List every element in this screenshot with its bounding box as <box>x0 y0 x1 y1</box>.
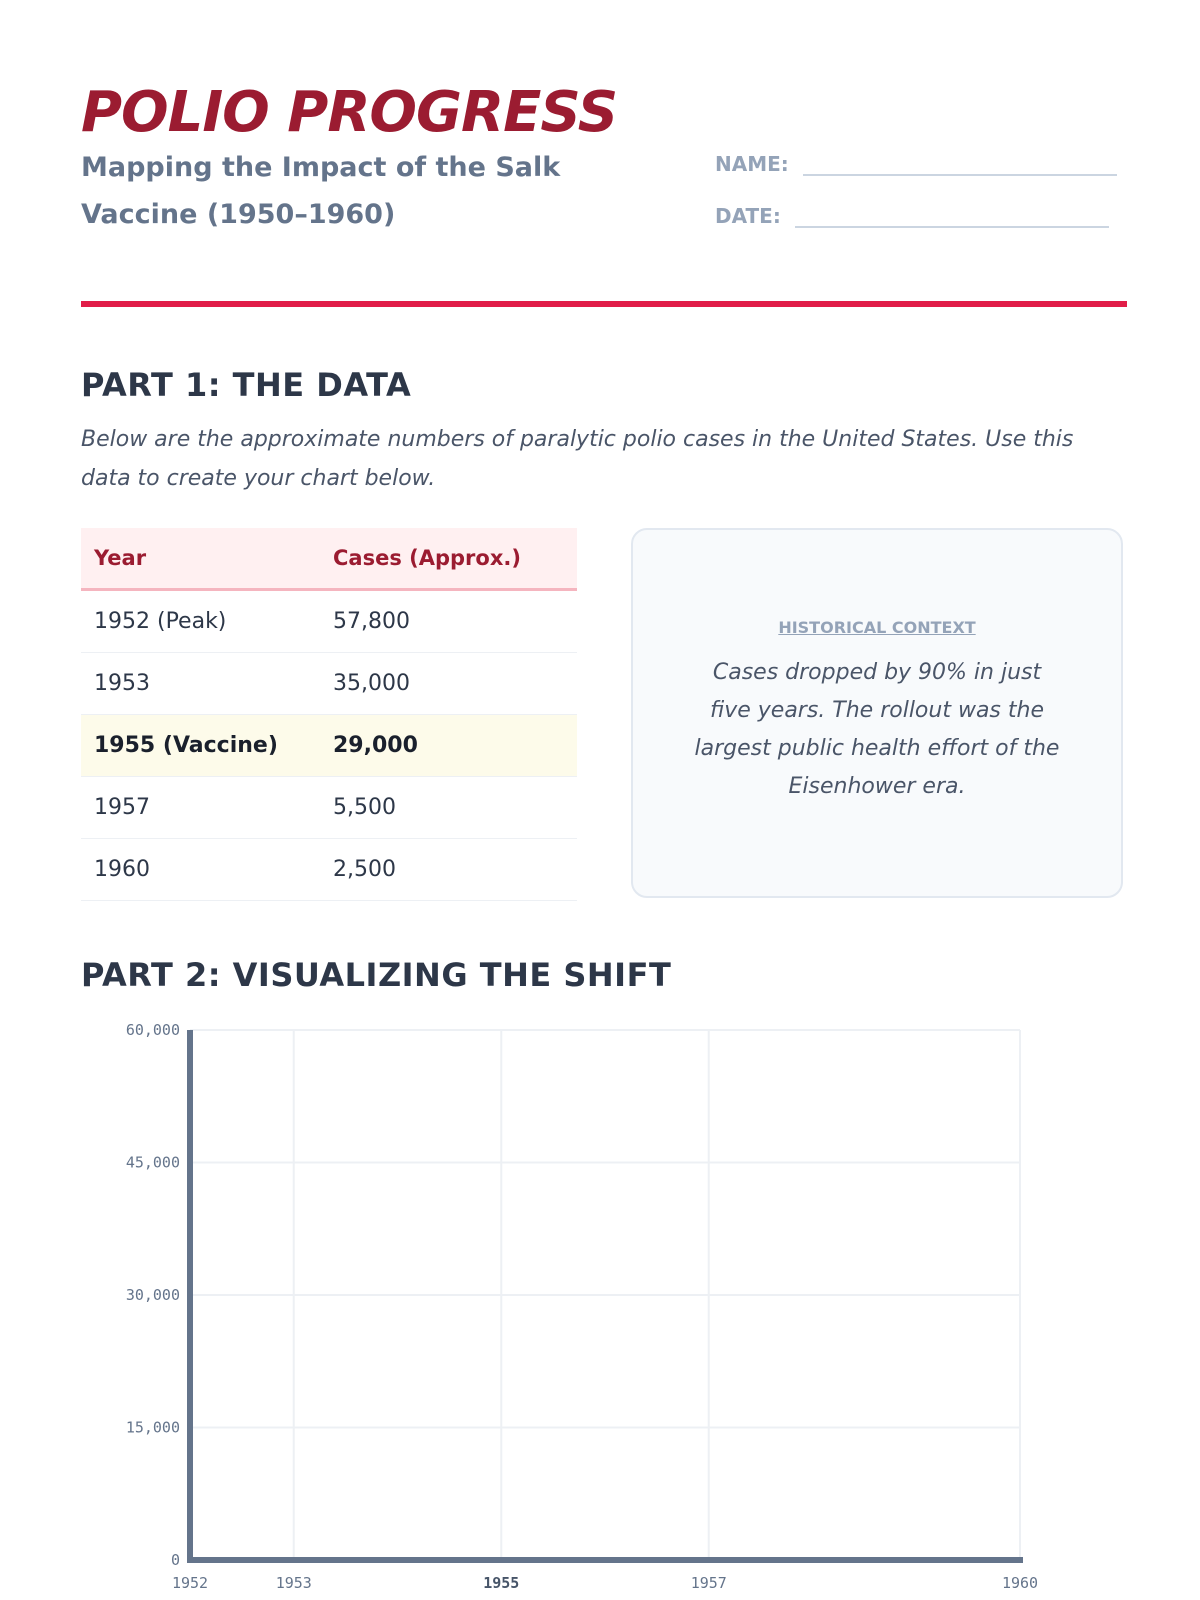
y-tick-label: 45,000 <box>125 1153 180 1172</box>
cases-cell: 5,500 <box>320 777 577 839</box>
worksheet-subtitle: Mapping the Impact of the Salk Vaccine (1950–1960) <box>81 152 561 230</box>
x-tick-label: 1957 <box>690 1574 727 1592</box>
part1-heading: PART 1: THE DATA <box>81 366 412 404</box>
year-cell: 1953 <box>81 653 320 715</box>
cases-cell: 29,000 <box>320 715 577 777</box>
x-tick-label: 1952 <box>171 1574 209 1592</box>
worksheet-title: POLIO PROGRESS <box>81 80 618 145</box>
year-column-header: Year <box>81 528 320 590</box>
cases-column-header: Cases (Approx.) <box>320 528 577 590</box>
x-tick-label: 1960 <box>1001 1574 1039 1592</box>
name-label: NAME: <box>715 152 789 176</box>
part1-intro: Below are the approximate numbers of paralytic polio cases in the United States. Use this data to create your chart below. <box>81 427 1074 491</box>
year-cell: 1955 (Vaccine) <box>81 715 320 777</box>
part2-heading: PART 2: VISUALIZING THE SHIFT <box>81 956 672 994</box>
x-tick-label: 1955 <box>483 1574 520 1592</box>
context-body: Cases dropped by 90% in just five years. The rollout was the largest public health effort of the Eisenhower era. <box>694 660 1060 799</box>
cases-cell: 35,000 <box>320 653 577 715</box>
year-cell: 1957 <box>81 777 320 839</box>
y-tick-label: 60,000 <box>125 1021 180 1039</box>
year-cell: 1952 (Peak) <box>81 590 320 653</box>
cases-cell: 57,800 <box>320 590 577 653</box>
year-cell: 1960 <box>81 839 320 901</box>
y-tick-label: 0 <box>170 1551 180 1569</box>
x-tick-label: 1953 <box>275 1574 312 1592</box>
y-tick-label: 30,000 <box>125 1286 180 1304</box>
cases-cell: 2,500 <box>320 839 577 901</box>
context-heading: HISTORICAL CONTEXT <box>778 618 976 637</box>
y-tick-label: 15,000 <box>125 1418 180 1437</box>
date-label: DATE: <box>715 204 781 228</box>
